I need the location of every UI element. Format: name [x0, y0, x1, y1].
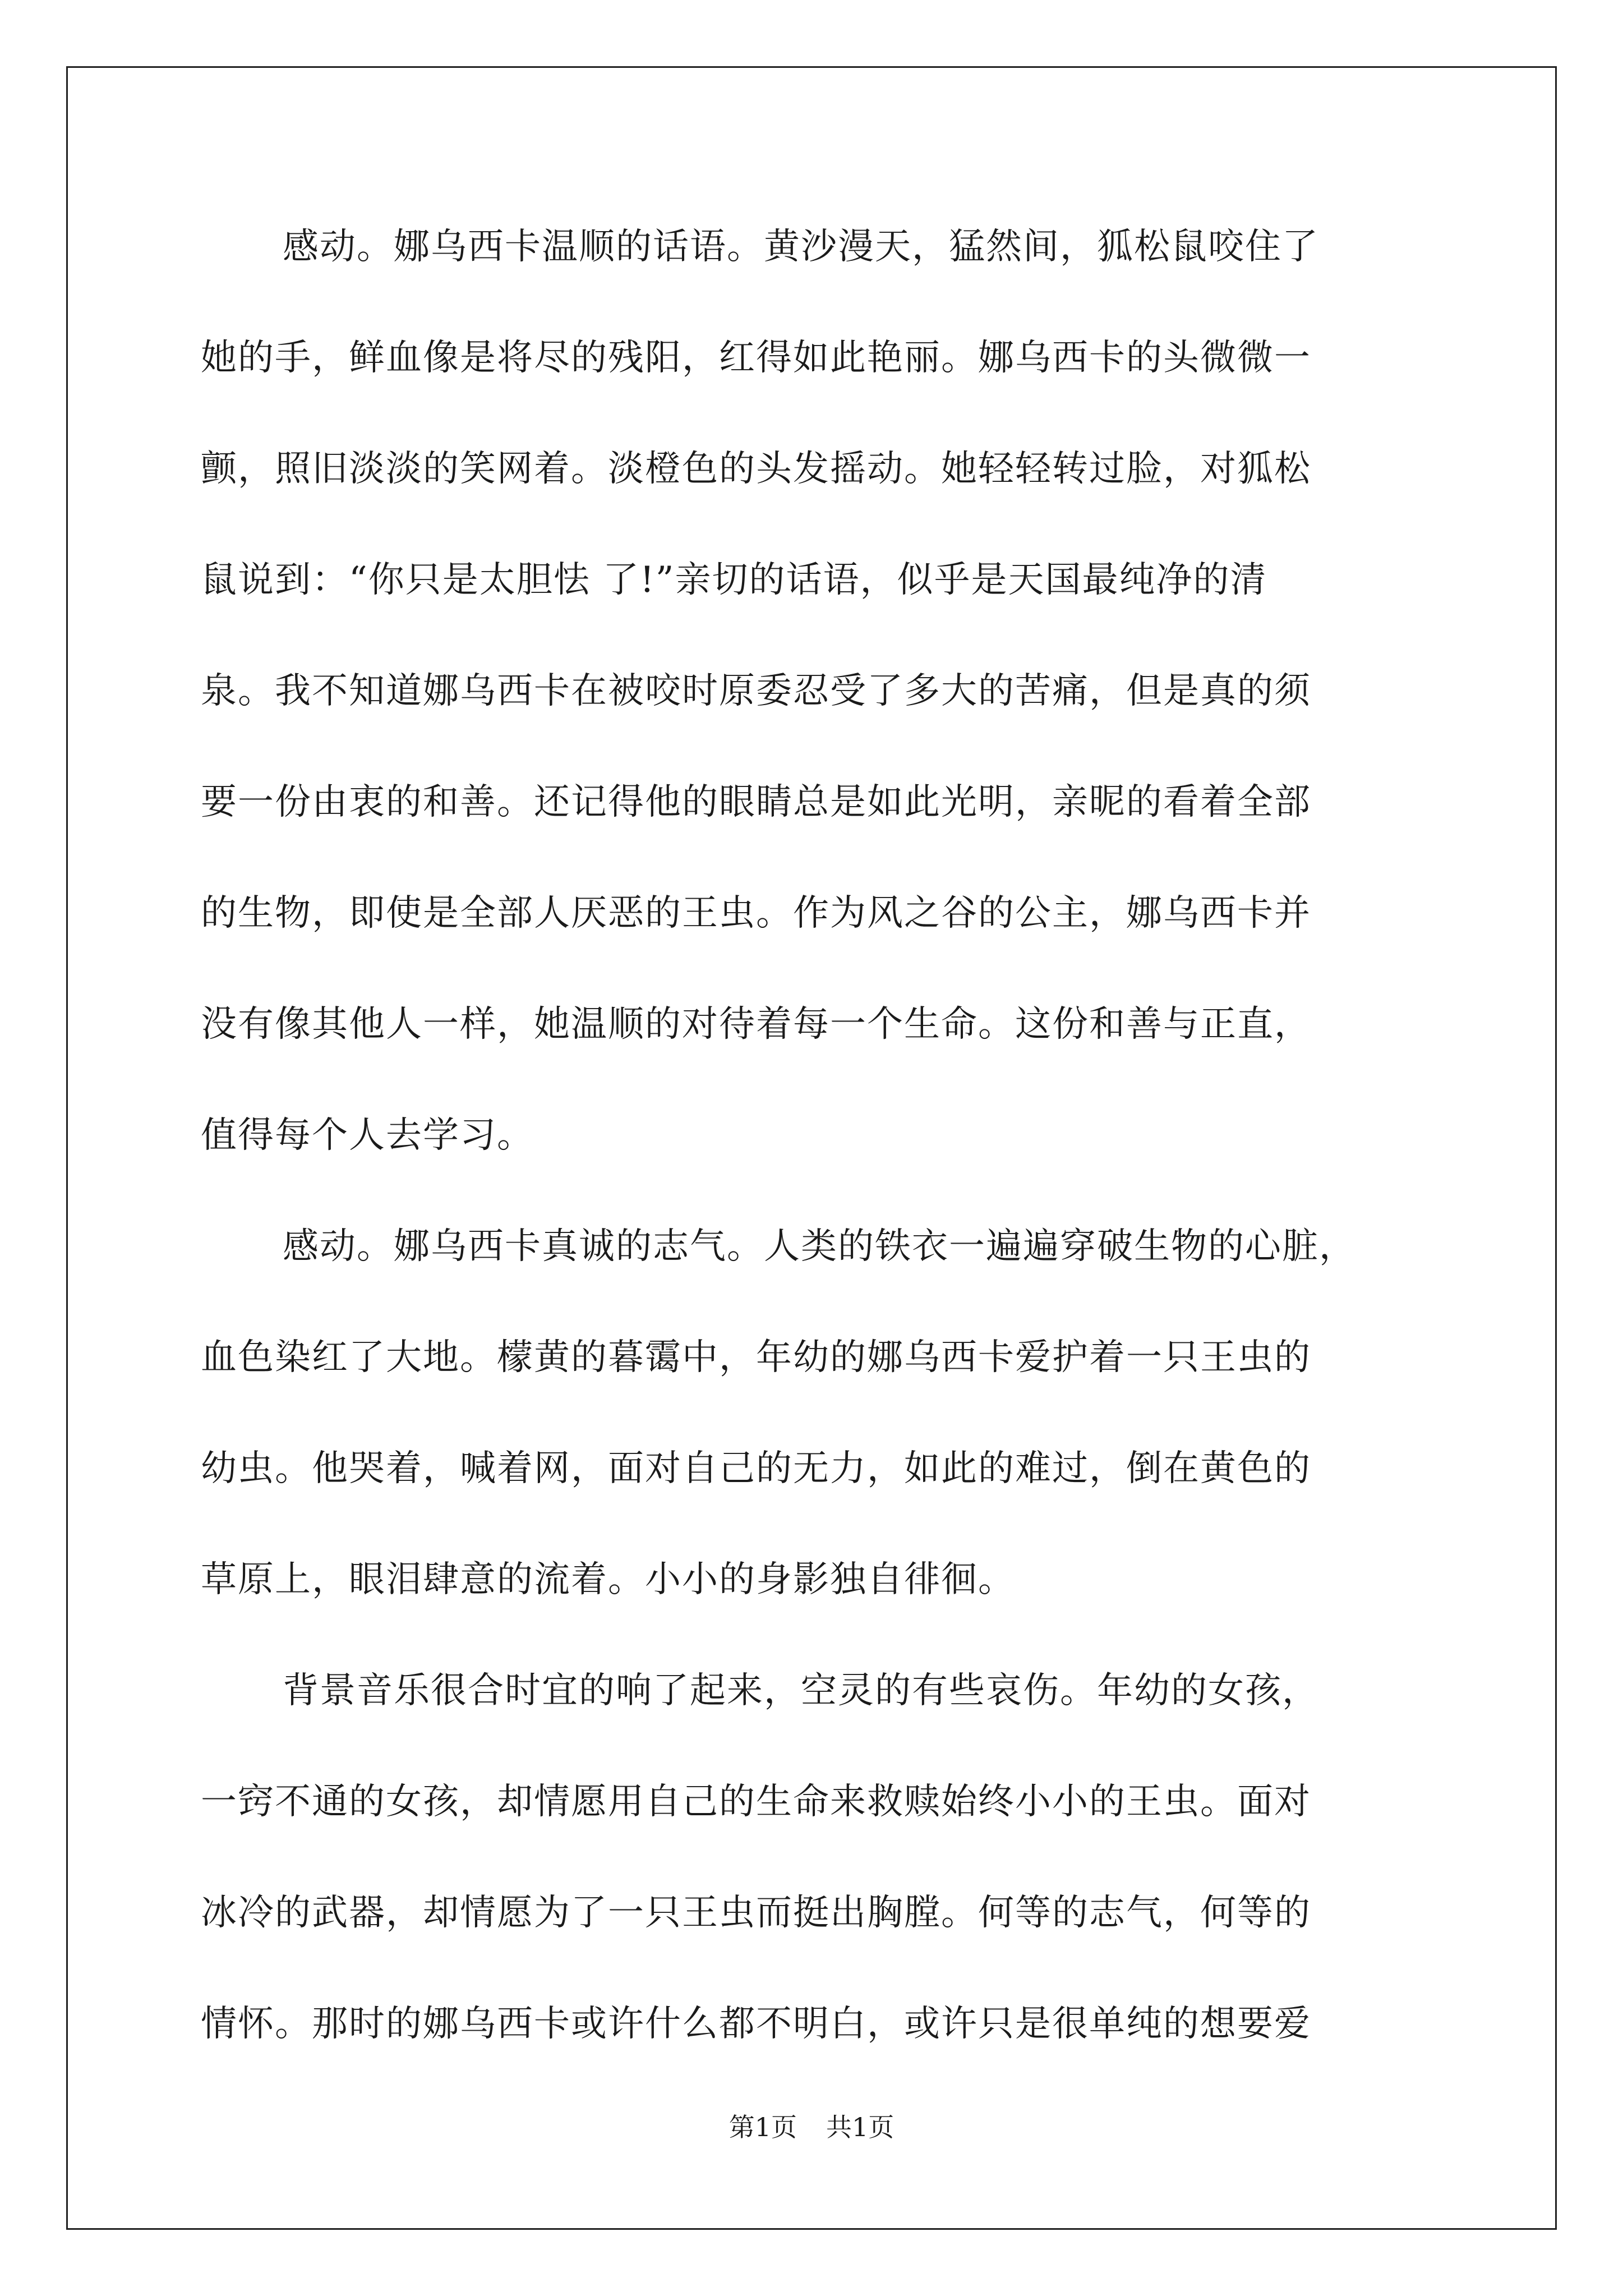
text-line: 血色染红了大地。檬黄的暮霭中，年幼的娜乌西卡爱护着一只王虫的: [201, 1337, 1311, 1378]
text-line: 冰冷的武器，却情愿为了一只王虫而挺出胸膛。何等的志气，何等的: [201, 1892, 1311, 1934]
page-number: 第1页: [728, 2112, 797, 2142]
text-line: 感动。娜乌西卡真诚的志气。人类的铁衣一遍遍穿破生物的心脏，: [283, 1226, 1356, 1267]
text-line: 没有像其他人一样，她温顺的对待着每一个生命。这份和善与正直，: [201, 1004, 1311, 1045]
text-line: 她的手，鲜血像是将尽的残阳，红得如此艳丽。娜乌西卡的头微微一: [201, 337, 1311, 379]
text-line: 幼虫。他哭着，喊着网，面对自己的无力，如此的难过，倒在黄色的: [201, 1448, 1311, 1489]
text-line: 一窍不通的女孩，却情愿用自己的生命来救赎始终小小的王虫。面对: [201, 1781, 1311, 1823]
text-line: 草原上，眼泪肆意的流着。小小的身影独自徘徊。: [201, 1559, 1015, 1600]
text-line: 背景音乐很合时宜的响了起来，空灵的有些哀伤。年幼的女孩，: [283, 1670, 1319, 1711]
text-line: 情怀。那时的娜乌西卡或许什么都不明白，或许只是很单纯的想要爱: [201, 2003, 1311, 2045]
text-line: 值得每个人去学习。: [201, 1115, 534, 1156]
text-line: 泉。我不知道娜乌西卡在被咬时原委忍受了多大的苦痛，但是真的须: [201, 670, 1311, 712]
text-line: 感动。娜乌西卡温顺的话语。黄沙漫天，猛然间，狐松鼠咬住了: [283, 226, 1319, 268]
document-body: [201, 212, 1429, 2100]
page-footer: [0, 2110, 1623, 2144]
text-line: 的生物，即使是全部人厌恶的王虫。作为风之谷的公主，娜乌西卡并: [201, 892, 1311, 934]
text-line: 颤，照旧淡淡的笑网着。淡橙色的头发摇动。她轻轻转过脸，对狐松: [201, 448, 1311, 490]
page-total: 共1页: [826, 2112, 895, 2142]
text-line: 鼠说到：“你只是太胆怯 了!”亲切的话语，似乎是天国最纯净的清: [201, 559, 1267, 601]
text-line: 要一份由衷的和善。还记得他的眼睛总是如此光明，亲昵的看着全部: [201, 781, 1311, 823]
